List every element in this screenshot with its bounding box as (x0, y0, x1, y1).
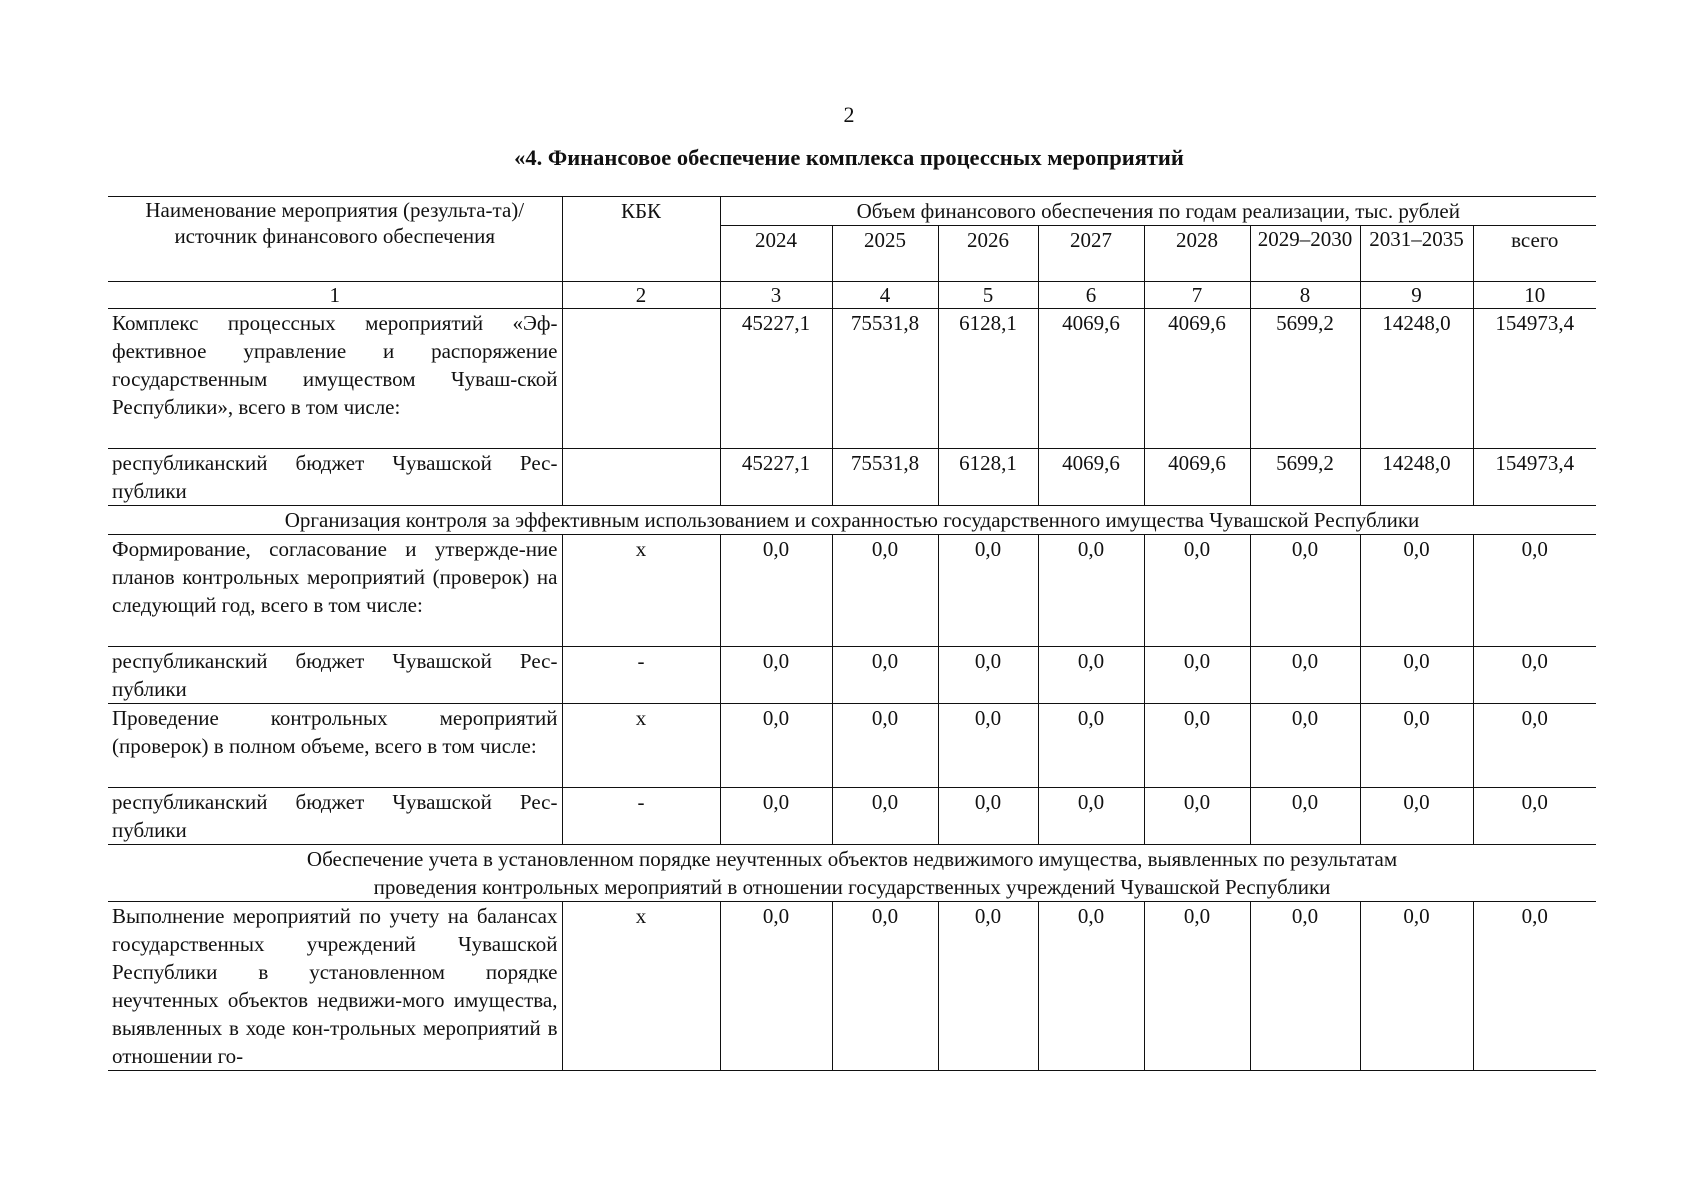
column-number: 2 (562, 282, 720, 309)
row-value: 45227,1 (720, 449, 832, 506)
row-value: 0,0 (1038, 902, 1144, 1071)
row-kbk: х (562, 902, 720, 1071)
row-value: 4069,6 (1144, 309, 1250, 449)
row-value: 0,0 (1144, 902, 1250, 1071)
column-number: 7 (1144, 282, 1250, 309)
row-value: 5699,2 (1250, 309, 1360, 449)
row-value: 0,0 (1250, 535, 1360, 647)
row-value: 0,0 (832, 647, 938, 704)
row-value: 4069,6 (1144, 449, 1250, 506)
row-kbk (562, 309, 720, 449)
row-value: 0,0 (720, 535, 832, 647)
header-year-total: всего (1473, 226, 1596, 282)
row-value: 0,0 (938, 704, 1038, 788)
section-heading: Обеспечение учета в установленном порядке неучтенных объектов недвижимого имущества, выявленных по результатам проведения контрольных мероприятий в отношении государственных учреждений Чувашской Республики (108, 845, 1596, 902)
column-number: 6 (1038, 282, 1144, 309)
section-heading-row (108, 506, 1596, 535)
row-value: 0,0 (1360, 902, 1473, 1071)
row-value: 0,0 (1473, 704, 1596, 788)
header-year: 2025 (832, 226, 938, 282)
row-value: 0,0 (832, 535, 938, 647)
header-year: 2031–2035 (1360, 226, 1473, 282)
row-value: 0,0 (720, 902, 832, 1071)
row-value: 0,0 (1473, 902, 1596, 1071)
column-number: 1 (108, 282, 562, 309)
table-row (108, 535, 1596, 647)
row-value: 6128,1 (938, 449, 1038, 506)
row-value: 0,0 (1250, 902, 1360, 1071)
row-value: 0,0 (938, 647, 1038, 704)
row-value: 0,0 (1473, 788, 1596, 845)
row-kbk: х (562, 704, 720, 788)
row-name: Выполнение мероприятий по учету на балансах государственных учреждений Чувашской Республики в установленном порядке неучтенных объектов недвижи-мого имущества, выявленных в ходе кон-трольных мероприятий в отношении го- (108, 902, 562, 1071)
row-value: 0,0 (720, 647, 832, 704)
table-row (108, 788, 1596, 845)
table-row (108, 449, 1596, 506)
row-value: 0,0 (720, 704, 832, 788)
row-value: 154973,4 (1473, 449, 1596, 506)
row-kbk: - (562, 647, 720, 704)
row-value: 14248,0 (1360, 449, 1473, 506)
row-name: республиканский бюджет Чувашской Рес-публики (108, 788, 562, 845)
row-value: 0,0 (938, 535, 1038, 647)
row-value: 0,0 (1360, 535, 1473, 647)
row-value: 0,0 (720, 788, 832, 845)
row-value: 0,0 (1144, 647, 1250, 704)
row-name: Формирование, согласование и утвержде-ние планов контрольных мероприятий (проверок) на следующий год, всего в том числе: (108, 535, 562, 647)
column-number: 4 (832, 282, 938, 309)
row-value: 0,0 (1360, 704, 1473, 788)
row-value: 0,0 (1250, 788, 1360, 845)
row-value: 154973,4 (1473, 309, 1596, 449)
row-value: 0,0 (1144, 535, 1250, 647)
row-value: 0,0 (1038, 647, 1144, 704)
section-title: «4. Финансовое обеспечение комплекса процессных мероприятий (514, 145, 1184, 170)
row-value: 0,0 (1038, 535, 1144, 647)
header-row-top (108, 197, 1596, 226)
row-value: 6128,1 (938, 309, 1038, 449)
row-value: 4069,6 (1038, 449, 1144, 506)
header-year: 2027 (1038, 226, 1144, 282)
header-year: 2026 (938, 226, 1038, 282)
column-number: 8 (1250, 282, 1360, 309)
table-row (108, 704, 1596, 788)
table-row (108, 647, 1596, 704)
table-row (108, 309, 1596, 449)
row-value: 0,0 (1250, 647, 1360, 704)
section-heading-row (108, 845, 1596, 902)
row-name: Проведение контрольных мероприятий (проверок) в полном объеме, всего в том числе: (108, 704, 562, 788)
row-kbk (562, 449, 720, 506)
row-value: 4069,6 (1038, 309, 1144, 449)
row-value: 0,0 (1144, 704, 1250, 788)
financial-table (108, 196, 1596, 1071)
row-name: республиканский бюджет Чувашской Рес-публики (108, 449, 562, 506)
row-value: 0,0 (1473, 535, 1596, 647)
row-value: 0,0 (1360, 788, 1473, 845)
header-name: Наименование мероприятия (результа-та)/источник финансового обеспечения (108, 197, 562, 282)
row-value: 0,0 (832, 788, 938, 845)
row-value: 0,0 (938, 902, 1038, 1071)
row-kbk: - (562, 788, 720, 845)
column-number-row (108, 282, 1596, 309)
header-kbk: КБК (562, 197, 720, 282)
row-value: 0,0 (832, 902, 938, 1071)
row-value: 45227,1 (720, 309, 832, 449)
column-number: 3 (720, 282, 832, 309)
row-value: 0,0 (1038, 704, 1144, 788)
column-number: 10 (1473, 282, 1596, 309)
row-value: 5699,2 (1250, 449, 1360, 506)
row-value: 0,0 (1144, 788, 1250, 845)
header-year: 2024 (720, 226, 832, 282)
row-value: 0,0 (1038, 788, 1144, 845)
section-heading: Организация контроля за эффективным использованием и сохранностью государственного имущества Чувашской Республики (108, 506, 1596, 535)
row-name: республиканский бюджет Чувашской Рес-публики (108, 647, 562, 704)
header-year: 2028 (1144, 226, 1250, 282)
row-kbk: х (562, 535, 720, 647)
page-number: 2 (843, 102, 855, 127)
row-value: 14248,0 (1360, 309, 1473, 449)
row-value: 0,0 (1360, 647, 1473, 704)
row-name: Комплекс процессных мероприятий «Эф-фективное управление и распоряжение государственным имуществом Чуваш-ской Республики», всего в том числе: (108, 309, 562, 449)
header-year: 2029–2030 (1250, 226, 1360, 282)
row-value: 0,0 (832, 704, 938, 788)
row-value: 0,0 (1473, 647, 1596, 704)
row-value: 0,0 (1250, 704, 1360, 788)
row-value: 75531,8 (832, 449, 938, 506)
column-number: 9 (1360, 282, 1473, 309)
row-value: 0,0 (938, 788, 1038, 845)
header-volume: Объем финансового обеспечения по годам реализации, тыс. рублей (720, 197, 1596, 226)
row-value: 75531,8 (832, 309, 938, 449)
table-row (108, 902, 1596, 1071)
column-number: 5 (938, 282, 1038, 309)
